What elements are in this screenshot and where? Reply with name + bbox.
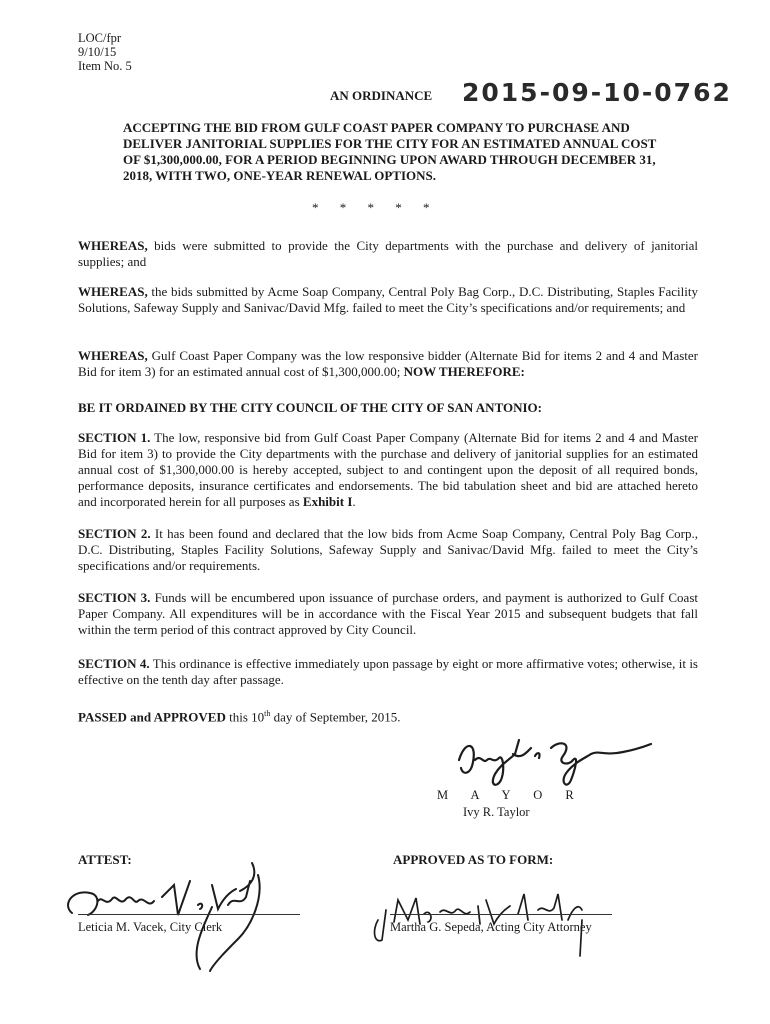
whereas-lead: WHEREAS, (78, 238, 148, 253)
attorney-signature-line (390, 914, 612, 915)
mayor-label: M A Y O R (437, 788, 575, 802)
section-1 (78, 430, 698, 510)
mayor-name: Ivy R. Taylor (463, 805, 530, 819)
section-3 (78, 590, 698, 638)
ordained-heading: BE IT ORDAINED BY THE CITY COUNCIL OF THE CITY OF SAN ANTONIO: (78, 400, 543, 415)
section-2 (78, 526, 698, 574)
clerk-signature-line (78, 914, 300, 915)
section-4 (78, 656, 698, 688)
attest-label: ATTEST: (78, 852, 132, 867)
header-date: 9/10/15 (78, 45, 117, 59)
separator-stars: * * * * * (312, 200, 430, 215)
ordinance-number: 2015-09-10-0762 (462, 78, 732, 107)
whereas-lead: WHEREAS, (78, 284, 148, 299)
section-end: . (352, 494, 356, 509)
whereas-text: the bids submitted by Acme Soap Company, Central Poly Bag Corp., D.C. Distributing, Staples Facility Solutions, Safeway Supply and Sanivac/David Mfg. failed to meet the City’s specifications and/or requirements; and (78, 284, 698, 315)
ordinance-label: AN ORDINANCE (330, 88, 433, 103)
whereas-clause-3 (78, 348, 698, 380)
now-therefore: NOW THEREFORE: (403, 364, 525, 379)
passed-sup: th (264, 709, 271, 718)
section-lead: SECTION 4. (78, 656, 150, 671)
whereas-lead: WHEREAS, (78, 348, 148, 363)
section-lead: SECTION 2. (78, 526, 151, 541)
section-text: The low, responsive bid from Gulf Coast Paper Company (Alternate Bid for items 2 and 4 and Master Bid for item 3) to provide the City departments with the purchase and delivery of janitorial supplies for an estimated annual cost of $1,300,000.00 is hereby accepted, subject to and contingent upon the deposit of all required bonds, performance deposits, insurance certificates and endorsements. The bid tabulation sheet and bid are attached hereto and incorporated herein for all purposes as (78, 430, 698, 509)
section-text: It has been found and declared that the low bids from Acme Soap Company, Central Poly Bag Corp., D.C. Distributing, Staples Facility Solutions, Safeway Supply and Sanivac/David Mfg. failed to meet the City’s specifications and/or requirements. (78, 526, 698, 573)
clerk-signature (62, 845, 282, 975)
whereas-clause-1 (78, 238, 698, 270)
mayor-signature (455, 730, 655, 794)
approved-label: APPROVED AS TO FORM: (393, 852, 554, 867)
exhibit-reference: Exhibit I (302, 494, 353, 509)
whereas-text: Gulf Coast Paper Company was the low responsive bidder (Alternate Bid for items 2 and 4 and Master Bid for item 3) for an estimated annual cost of $1,300,000.00; (78, 348, 698, 379)
passed-lead: PASSED and APPROVED (78, 709, 226, 725)
section-lead: SECTION 1. (78, 430, 151, 445)
section-lead: SECTION 3. (78, 590, 151, 605)
clerk-name: Leticia M. Vacek, City Clerk (78, 920, 223, 934)
header-item-number: Item No. 5 (78, 59, 132, 73)
passed-post: day of September, 2015. (270, 709, 401, 725)
whereas-clause-2 (78, 284, 698, 316)
whereas-text: bids were submitted to provide the City departments with the purchase and delivery of janitorial supplies; and (78, 238, 698, 269)
passed-pre: this 10 (225, 709, 265, 725)
section-text: Funds will be encumbered upon issuance of purchase orders, and payment is authorized to Gulf Coast Paper Company. All expenditures will be in accordance with the Fiscal Year 2015 and subsequent budgets that fall within the term period of this contract approved by City Council. (78, 590, 698, 637)
attorney-name: Martha G. Sepeda, Acting City Attorney (390, 920, 592, 934)
section-text: This ordinance is effective immediately upon passage by eight or more affirmative votes; otherwise, it is effective on the tenth day after passage. (78, 656, 698, 687)
header-initials: LOC/fpr (78, 31, 122, 45)
ordinance-title: ACCEPTING THE BID FROM GULF COAST PAPER COMPANY TO PURCHASE AND DELIVER JANITORIAL SUPPLIES FOR THE CITY FOR AN ESTIMATED ANNUAL COST OF $1,300,000.00, FOR A PERIOD BEGINNING UPON AWARD THROUGH DECEMBER 31, 2018, WITH TWO, ONE-YEAR RENEWAL OPTIONS. (123, 120, 657, 183)
passed-approved-line (78, 706, 698, 725)
